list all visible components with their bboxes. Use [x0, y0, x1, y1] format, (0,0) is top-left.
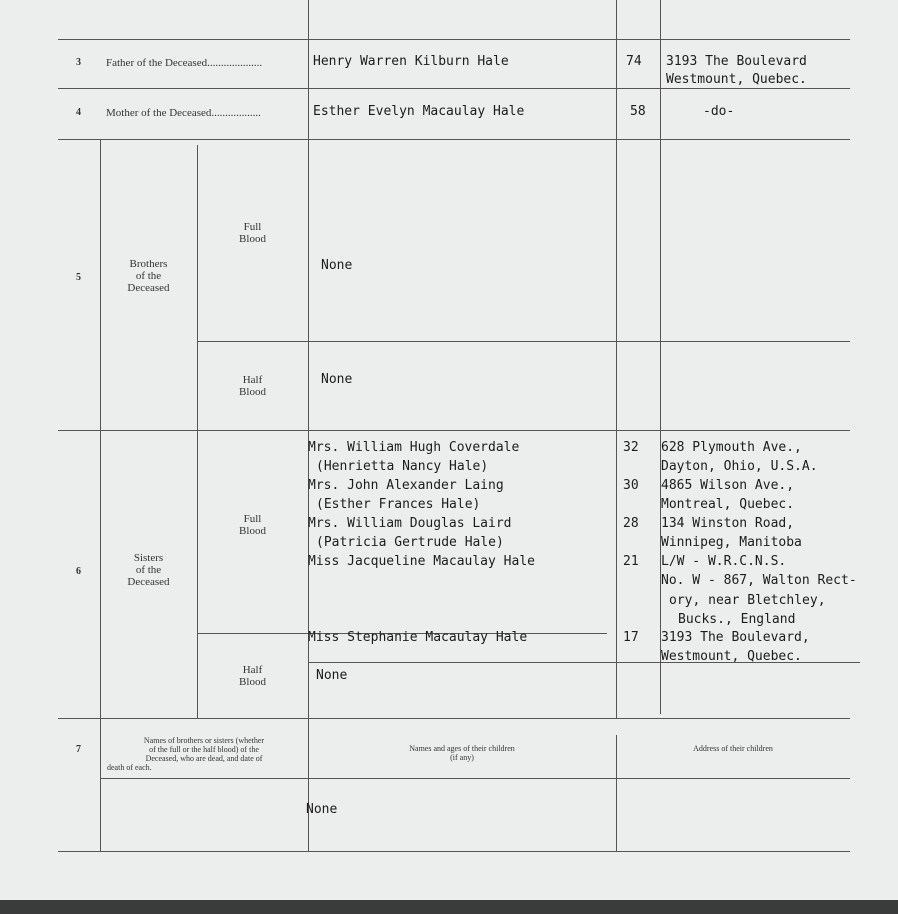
sister5-age: 17	[623, 630, 639, 645]
sister5-address2: Westmount, Quebec.	[661, 649, 802, 664]
row6-full-blood-label	[197, 513, 308, 537]
row7-label-line4: death of each.	[107, 763, 152, 772]
row7-value: None	[306, 802, 338, 817]
rule-row5-bottom	[58, 430, 850, 431]
row3-label: Father of the Deceased....................	[106, 57, 263, 69]
row7-number: 7	[76, 744, 81, 755]
row6-label-line1: Sisters	[133, 552, 164, 564]
row5-blood-text: Blood	[239, 233, 266, 245]
row7-label-line3: Deceased, who are dead, and date of	[145, 754, 263, 763]
row3-address-line1: 3193 The Boulevard	[666, 54, 807, 69]
rule-row6-bottom	[58, 718, 850, 719]
sister4-address1: L/W - W.R.C.N.S.	[661, 554, 787, 569]
sister3-age: 28	[623, 516, 639, 531]
row5-full-blood-label	[197, 221, 308, 245]
row4-number: 4	[76, 107, 81, 118]
row4-age: 58	[630, 104, 646, 119]
row6-half-text: Half	[242, 664, 263, 676]
sister2-name: Mrs. John Alexander Laing	[308, 478, 504, 493]
children-header-line2: (if any)	[450, 753, 474, 762]
row6-number: 6	[76, 566, 81, 577]
row7-label-line1: Names of brothers or sisters (whether	[143, 736, 265, 745]
sister2-address2: Montreal, Quebec.	[661, 497, 795, 512]
row5-label-line1: Brothers	[129, 258, 168, 270]
sister2-age: 30	[623, 478, 639, 493]
row7-address-header: Address of their children	[693, 744, 773, 753]
rule-v-age	[616, 0, 617, 718]
sister4-age: 21	[623, 554, 639, 569]
row5-half-value: None	[321, 372, 353, 387]
row6-label	[100, 552, 197, 588]
page-edge-shadow	[0, 900, 898, 914]
children-header-line1: Names and ages of their children	[409, 744, 515, 753]
sister2-maiden: (Esther Frances Hale)	[316, 497, 481, 512]
rule-v-name	[308, 0, 309, 851]
sister5-name: Miss Stephanie Macaulay Hale	[308, 630, 528, 645]
row4-address: -do-	[703, 104, 735, 119]
sister4-name: Miss Jacqueline Macaulay Hale	[308, 554, 535, 569]
sister4-address3: ory, near Bletchley,	[669, 593, 826, 608]
row5-number: 5	[76, 272, 81, 283]
row3-name: Henry Warren Kilburn Hale	[313, 54, 509, 69]
rule-row7-mid	[100, 778, 850, 779]
row3-number: 3	[76, 57, 81, 68]
row5-full-value: None	[321, 258, 353, 273]
row5-half-blood-text: Blood	[239, 386, 266, 398]
sister1-name: Mrs. William Hugh Coverdale	[308, 440, 520, 455]
row6-half-value: None	[316, 668, 348, 683]
row5-label-line2: of the	[135, 270, 162, 282]
row3-age: 74	[626, 54, 642, 69]
sister1-maiden: (Henrietta Nancy Hale)	[316, 459, 489, 474]
row5-label	[100, 258, 197, 294]
sister1-age: 32	[623, 440, 639, 455]
rule-v-label	[100, 139, 101, 851]
row6-half-blood-text: Blood	[239, 676, 266, 688]
row6-label-line2: of the	[135, 564, 162, 576]
sister3-address2: Winnipeg, Manitoba	[661, 535, 802, 550]
row4-name: Esther Evelyn Macaulay Hale	[313, 104, 525, 119]
rule-row4-bottom	[58, 139, 850, 140]
row5-full-text: Full	[243, 221, 262, 233]
sister3-maiden: (Patricia Gertrude Hale)	[316, 535, 504, 550]
sister4-address4: Bucks., England	[678, 612, 796, 627]
sister1-address1: 628 Plymouth Ave.,	[661, 440, 802, 455]
sister2-address1: 4865 Wilson Ave.,	[661, 478, 795, 493]
row6-full-text: Full	[243, 513, 262, 525]
rule-bottom	[58, 851, 850, 852]
row5-half-text: Half	[242, 374, 263, 386]
rule-top	[58, 39, 850, 40]
row4-label: Mother of the Deceased..................	[106, 107, 261, 119]
sister3-address1: 134 Winston Road,	[661, 516, 795, 531]
sister1-address2: Dayton, Ohio, U.S.A.	[661, 459, 818, 474]
sister4-address2: No. W - 867, Walton Rect-	[661, 573, 857, 588]
sister5-address1: 3193 The Boulevard,	[661, 630, 810, 645]
row6-label-line3: Deceased	[127, 576, 170, 588]
row5-label-line3: Deceased	[127, 282, 170, 294]
row6-half-blood-label	[197, 664, 308, 688]
row7-label-line2: of the full or the half blood) of the	[149, 745, 259, 754]
row6-blood-text: Blood	[239, 525, 266, 537]
rule-v-address	[660, 0, 661, 714]
row7-children-header	[308, 744, 616, 762]
row5-half-blood-label	[197, 374, 308, 398]
row7-label	[103, 736, 305, 772]
sister3-name: Mrs. William Douglas Laird	[308, 516, 512, 531]
rule-row5-mid	[197, 341, 850, 342]
row3-address-line2: Westmount, Quebec.	[666, 72, 807, 87]
